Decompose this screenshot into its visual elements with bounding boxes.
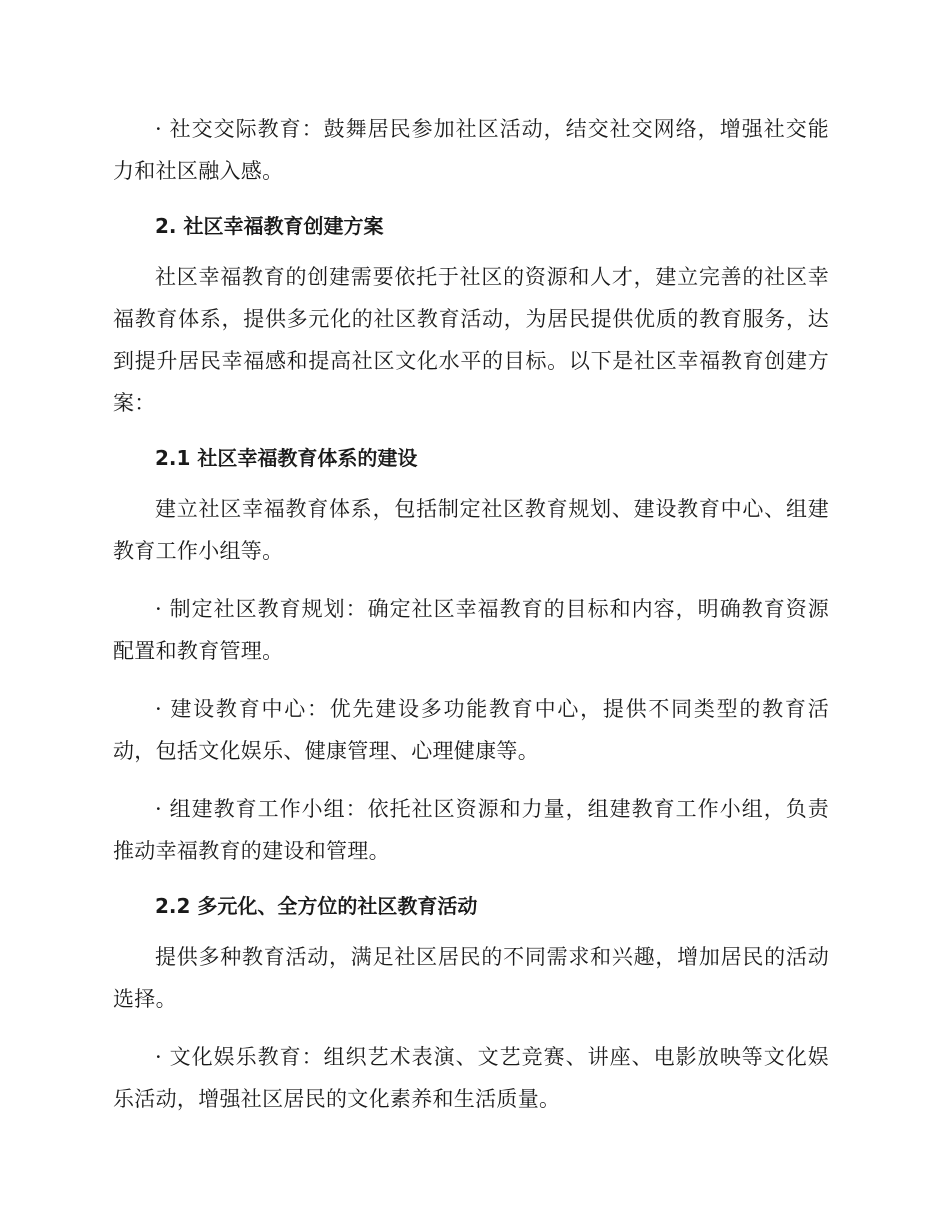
- para-plan-intro: 社区幸福教育的创建需要依托于社区的资源和人才，建立完善的社区幸福教育体系，提供多元化的社区教育活动，为居民提供优质的教育服务，达到提升居民幸福感和提高社区文化水平的目标。以下是社区幸福教育创建方案：: [113, 265, 829, 415]
- para-system-intro: 建立社区幸福教育体系，包括制定社区教育规划、建设教育中心、组建教育工作小组等。: [113, 497, 829, 563]
- para-activities-intro: 提供多种教育活动，满足社区居民的不同需求和兴趣，增加居民的活动选择。: [113, 945, 829, 1011]
- bullet-center: · 建设教育中心：优先建设多功能教育中心，提供不同类型的教育活动，包括文化娱乐、健康管理、心理健康等。: [113, 697, 829, 763]
- document-body: [113, 108, 829, 1136]
- bullet-social-education: · 社交交际教育：鼓舞居民参加社区活动，结交社交网络，增强社交能力和社区融入感。: [113, 117, 829, 183]
- section-heading-2-2: 2.2 多元化、全方位的社区教育活动: [155, 894, 478, 918]
- bullet-culture: · 文化娱乐教育：组织艺术表演、文艺竞赛、讲座、电影放映等文化娱乐活动，增强社区居民的文化素养和生活质量。: [113, 1045, 829, 1111]
- section-heading-2-1: 2.1 社区幸福教育体系的建设: [155, 446, 418, 470]
- bullet-planning: · 制定社区教育规划：确定社区幸福教育的目标和内容，明确教育资源配置和教育管理。: [113, 597, 829, 663]
- section-heading-2: 2. 社区幸福教育创建方案: [155, 214, 384, 238]
- bullet-workgroup: · 组建教育工作小组：依托社区资源和力量，组建教育工作小组，负责推动幸福教育的建设和管理。: [113, 797, 829, 863]
